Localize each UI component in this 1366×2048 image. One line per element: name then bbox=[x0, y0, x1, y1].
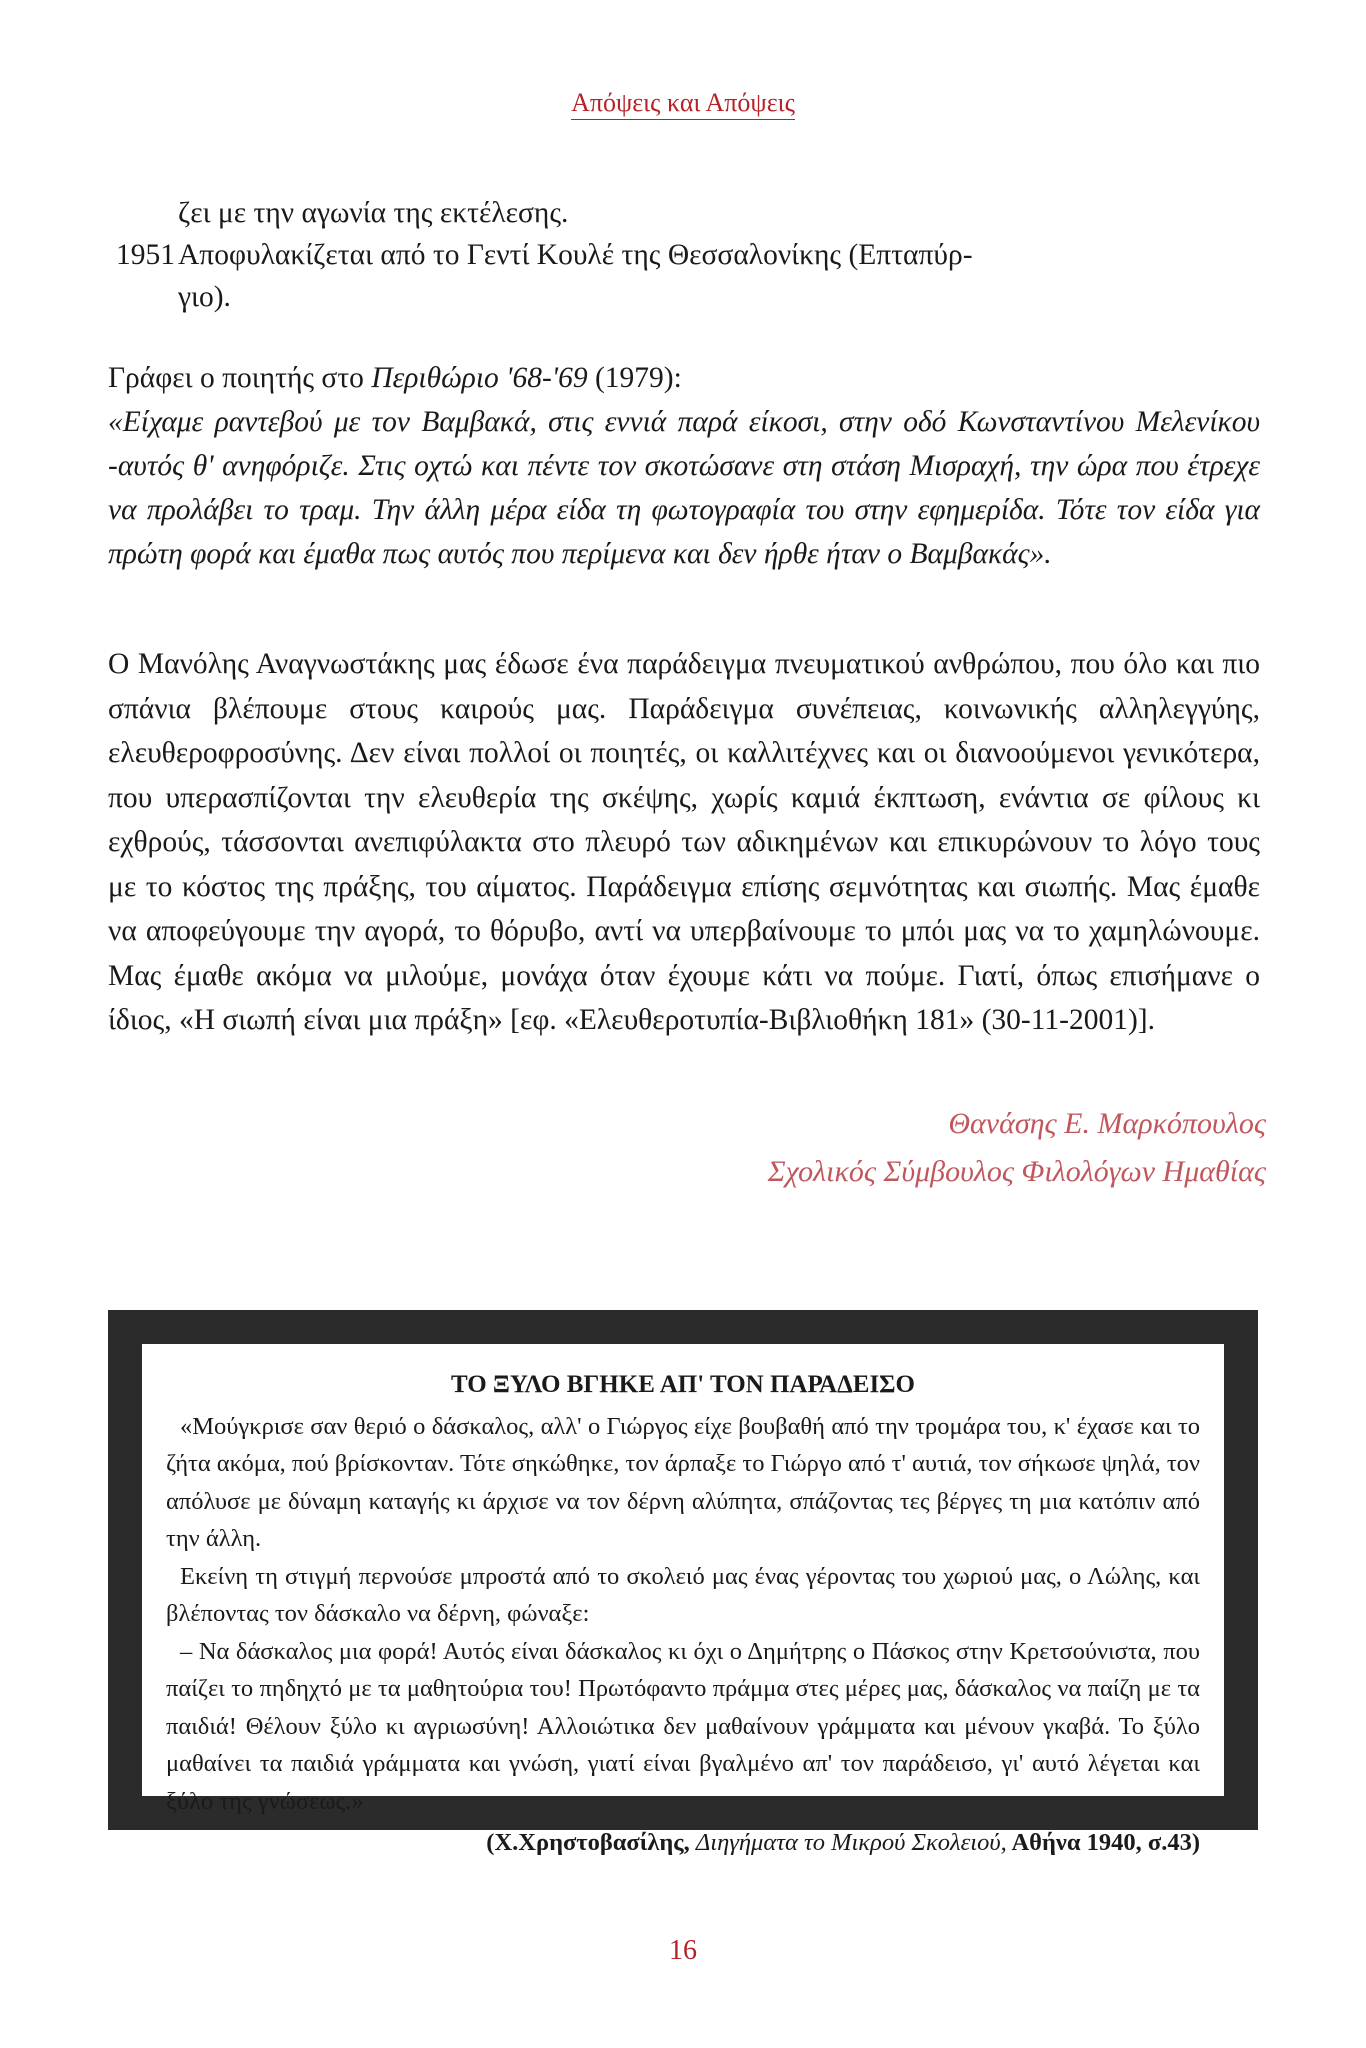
author-role: Σχολικός Σύμβουλος Φιλολόγων Ημαθίας bbox=[767, 1155, 1266, 1188]
bio-line-2: Αποφυλακίζεται από το Γεντί Κουλέ της Θεσσαλονίκης (Επταπύρ- bbox=[178, 239, 973, 271]
excerpt-paragraph-2: Εκείνη τη στιγμή περνούσε μπροστά από το σκολειό μας ένας γέροντας του χωριού μας, ο Λώλης, και βλέποντας τον δάσκαλο να δέρνη, φώναξε: bbox=[166, 1562, 1200, 1627]
source-place-year: Αθήνα 1940, σ.43) bbox=[1006, 1829, 1200, 1856]
bio-line-1: ζει με την αγωνία της εκτέλεσης. bbox=[178, 197, 569, 229]
bio-year: 1951 bbox=[116, 239, 175, 271]
excerpt-paragraph-3: – Να δάσκαλος μια φορά! Αυτός είναι δάσκαλος κι όχι ο Δημήτρης ο Πάσκος στην Κρετσούνιστα, που παίζει το πηδηχτό με τα μαθητούρια του! Πρωτόφαντο πράμμα στες μέρες μας, δάσκαλος να παίζη με τα παιδιά! Θέλουν ξύλο κι αγριωσύνη! Αλλοιώτικα δεν μαθαίνουν γράμματα και μένουν γκαβά. Το ξύλο μαθαίνει τα παιδιά γράμματα και γνώση, γιατί είναι βγαλμένο απ' τον παράδεισο, γι' αυτό λέγεται και ξύλο της γνώσεως.» bbox=[166, 1637, 1200, 1815]
essay-text: Ο Μανόλης Αναγνωστάκης μας έδωσε ένα παράδειγμα πνευματικού ανθρώπου, που όλο και πιο σπάνια βλέπουμε στους καιρούς μας. Παράδειγμα συνέπειας, κοινωνικής αλληλεγγύης, ελευθεροφροσύνης. Δεν είναι πολλοί οι ποιητές, οι καλλιτέχνες και οι διανοούμενοι γενικότερα, που υπερασπίζονται την ελευθερία της σκέψης, χωρίς καμιά έκπτωση, ενάντια σε φίλους κι εχθρούς, τάσσονται ανεπιφύλακτα στο πλευρό των αδικημένων και επικυρώνουν το λόγο τους με το κόστος της πράξης, του αίματος. Παράδειγμα επίσης σεμνότητας και σιωπής. Μας έμαθε να αποφεύγουμε την αγορά, το θόρυβο, αντί να υπερβαίνουμε το μπόι μας να το χαμηλώνουμε. Μας έμαθε ακόμα να μιλούμε, μονάχα όταν έχουμε κάτι να πούμε. Γιατί, όπως επισήμανε ο ίδιος, «Η σιωπή είναι μια πράξη» [εφ. «Ελευθεροτυπία-Βιβλιοθήκη 181» (30-11-2001)]. bbox=[108, 648, 1260, 1036]
poet-quote bbox=[108, 356, 1260, 576]
author-name: Θανάσης Ε. Μαρκόπουλος bbox=[948, 1107, 1266, 1140]
excerpt-title: ΤΟ ΞΥΛΟ ΒΓΗΚΕ ΑΠ' ΤΟΝ ΠΑΡΑΔΕΙΣΟ bbox=[451, 1371, 915, 1398]
running-head-text: Απόψεις και Απόψεις bbox=[571, 88, 795, 120]
essay-paragraph bbox=[108, 642, 1260, 1043]
source-author: (Χ.Χρηστοβασίλης, bbox=[486, 1829, 696, 1856]
biography-continuation bbox=[108, 192, 1260, 318]
quote-intro bbox=[108, 356, 1260, 400]
bio-line-3: γιο). bbox=[178, 281, 231, 313]
source-book: Διηγήματα το Μικρού Σκολειού, bbox=[695, 1829, 1007, 1856]
bio-entry-1951 bbox=[108, 234, 1260, 276]
excerpt-source bbox=[166, 1824, 1200, 1862]
quote-text: «Είχαμε ραντεβού με τον Βαμβακά, στις εννιά παρά είκοσι, στην οδό Κωνσταντίνου Μελενίκου -αυτός θ' ανηφόριζε. Στις οχτώ και πέντε τον σκοτώσανε στη στάση Μισραχή, την ώρα που έτρεχε να προλάβει το τραμ. Την άλλη μέρα είδα τη φωτογραφία του στην εφημερίδα. Τότε τον είδα για πρώτη φορά και έμαθα πως αυτός που περίμενα και δεν ήρθε ήταν ο Βαμβακάς». bbox=[108, 406, 1260, 570]
excerpt-paragraph-1: «Μούγκρισε σαν θεριό ο δάσκαλος, αλλ' ο Γιώργος είχε βουβαθή από την τρομάρα του, κ' έχασε και το ζήτα ακόμα, πού βρίσκονταν. Τότε σηκώθηκε, τον άρπαξε το Γιώργο από τ' αυτιά, τον σήκωσε ψηλά, τον απόλυσε με δύναμη καταγής κι άρχισε να τον δέρνη αλύπητα, σπάζοντας τες βέργες τη μια κατόπιν από την άλλη. bbox=[166, 1412, 1200, 1552]
quote-book-title: Περιθώριο '68-'69 bbox=[371, 362, 588, 394]
page-number: 16 bbox=[669, 1935, 697, 1966]
quote-year: (1979): bbox=[587, 362, 682, 394]
excerpt-box-content bbox=[142, 1344, 1224, 1856]
quote-intro-text: Γράφει ο ποιητής στο bbox=[108, 362, 372, 394]
excerpt-box bbox=[108, 1310, 1258, 1856]
author-signature bbox=[768, 1100, 1266, 1196]
running-head bbox=[0, 88, 1366, 118]
